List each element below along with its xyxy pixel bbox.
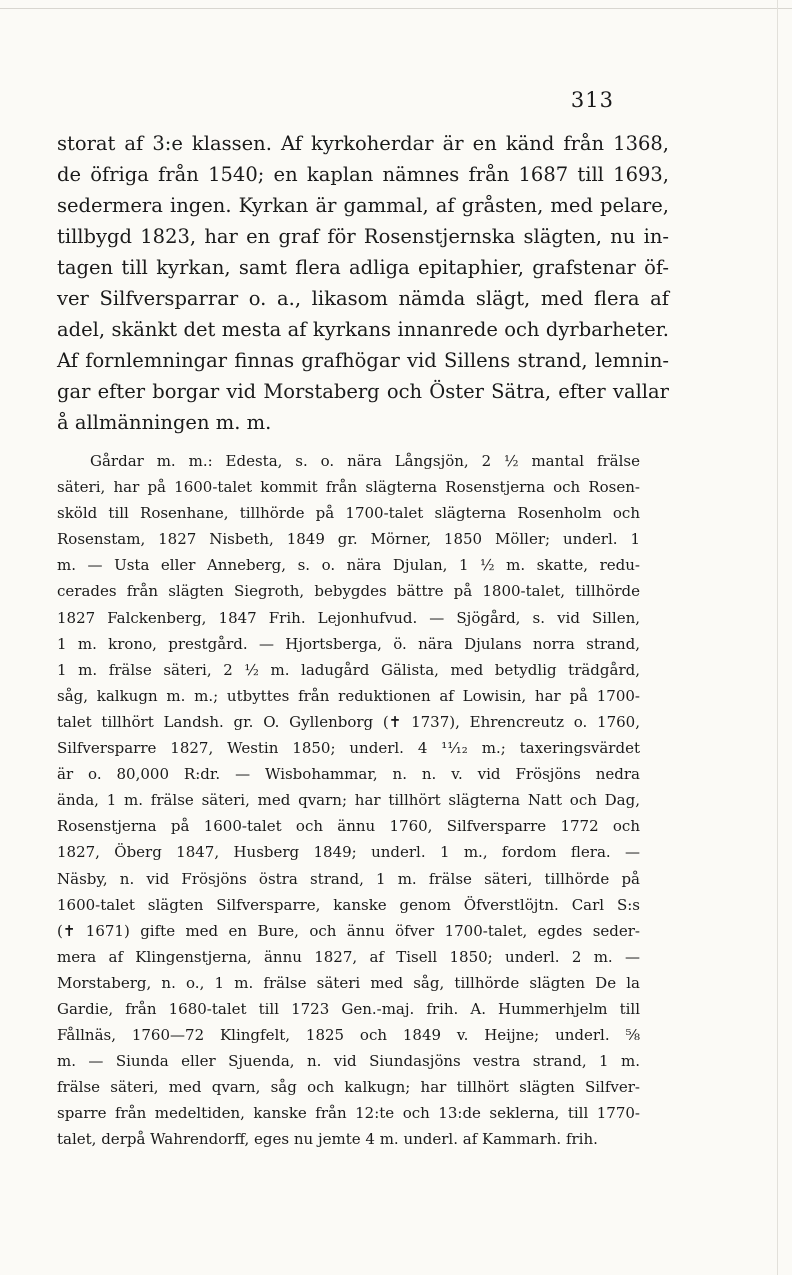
main-text-line: gar efter borgar vid Morstaberg och Öster Sätra, efter vallar [57, 380, 669, 403]
scan-right-edge [777, 0, 778, 1275]
estates-text-line: 1827, Öberg 1847, Husberg 1849; underl. 1 m., fordom flera. — [57, 843, 640, 862]
estates-text-line: säteri, har på 1600-talet kommit från slägterna Rosenstjerna och Rosen- [57, 478, 640, 497]
main-paragraph [57, 128, 669, 438]
estates-text-line: Näsby, n. vid Frösjöns östra strand, 1 m. frälse säteri, tillhörde på [57, 869, 640, 888]
estates-paragraph [57, 448, 640, 1153]
main-text-line: tillbygd 1823, har en graf för Rosenstjernska slägten, nu in- [57, 225, 669, 248]
estates-text-line: talet, derpå Wahrendorff, eges nu jemte 4 m. underl. af Kammarh. frih. [57, 1130, 598, 1149]
estates-text-line: sparre från medeltiden, kanske från 12:te och 13:de seklerna, till 1770- [57, 1104, 640, 1123]
estates-text-line: är o. 80,000 R:dr. — Wisbohammar, n. n. v. vid Frösjöns nedra [57, 765, 640, 784]
main-text-line: ver Silfversparrar o. a., likasom nämda slägt, med flera af [57, 287, 669, 310]
main-text-line: å allmänningen m. m. [57, 411, 272, 434]
main-text-line: storat af 3:e klassen. Af kyrkoherdar är en känd från 1368, [57, 132, 669, 155]
estates-text-line: Silfversparre 1827, Westin 1850; underl. 4 ¹¹⁄₁₂ m.; taxeringsvärdet [57, 739, 640, 758]
estates-text-line: 1827 Falckenberg, 1847 Frih. Lejonhufvud. — Sjögård, s. vid Sillen, [57, 608, 640, 627]
estates-text-line: ända, 1 m. frälse säteri, med qvarn; har tillhört slägterna Natt och Dag, [57, 791, 640, 810]
estates-text-line: talet tillhört Landsh. gr. O. Gyllenborg (✝ 1737), Ehrencreutz o. 1760, [57, 712, 640, 731]
page-number: 313 [570, 88, 614, 112]
estates-text-line: m. — Usta eller Anneberg, s. o. nära Djulan, 1 ½ m. skatte, redu- [57, 556, 640, 575]
main-text-line: sedermera ingen. Kyrkan är gammal, af gråsten, med pelare, [57, 194, 669, 217]
estates-text-line: såg, kalkugn m. m.; utbyttes från reduktionen af Lowisin, har på 1700- [57, 686, 640, 705]
estates-text-line: frälse säteri, med qvarn, såg och kalkugn; har tillhört slägten Silfver- [57, 1078, 640, 1097]
estates-text-line: m. — Siunda eller Sjuenda, n. vid Siundasjöns vestra strand, 1 m. [57, 1052, 640, 1071]
estates-text-line: Morstaberg, n. o., 1 m. frälse säteri med såg, tillhörde slägten De la [57, 973, 640, 992]
estates-text-line: Fållnäs, 1760—72 Klingfelt, 1825 och 1849 v. Heijne; underl. ⅝ [57, 1026, 640, 1045]
scan-top-edge [0, 8, 792, 9]
main-text-line: de öfriga från 1540; en kaplan nämnes från 1687 till 1693, [57, 163, 669, 186]
main-text-line: adel, skänkt det mesta af kyrkans innanrede och dyrbarheter. [57, 318, 669, 341]
main-text-line: Af fornlemningar finnas grafhögar vid Sillens strand, lemnin- [57, 349, 669, 372]
estates-text-line: 1 m. krono, prestgård. — Hjortsberga, ö. nära Djulans norra strand, [57, 634, 640, 653]
estates-text-line: Gårdar m. m.: Edesta, s. o. nära Långsjön, 2 ½ mantal frälse [90, 452, 640, 470]
estates-text-line: Rosenstam, 1827 Nisbeth, 1849 gr. Mörner, 1850 Möller; underl. 1 [57, 530, 640, 549]
estates-text-line: sköld till Rosenhane, tillhörde på 1700-talet slägterna Rosenholm och [57, 504, 640, 523]
estates-text-line: (✝ 1671) gifte med en Bure, och ännu öfver 1700-talet, egdes seder- [57, 921, 640, 940]
estates-text-line: Gardie, från 1680-talet till 1723 Gen.-maj. frih. A. Hummerhjelm till [57, 999, 640, 1018]
estates-text-line: 1600-talet slägten Silfversparre, kanske genom Öfverstlöjtn. Carl S:s [57, 895, 640, 914]
main-text-line: tagen till kyrkan, samt flera adliga epitaphier, grafstenar öf- [57, 256, 669, 279]
estates-text-line: Rosenstjerna på 1600-talet och ännu 1760, Silfversparre 1772 och [57, 817, 640, 836]
estates-text-line: cerades från slägten Siegroth, bebygdes bättre på 1800-talet, tillhörde [57, 582, 640, 601]
estates-text-line: mera af Klingenstjerna, ännu 1827, af Tisell 1850; underl. 2 m. — [57, 947, 640, 966]
estates-text-line: 1 m. frälse säteri, 2 ½ m. ladugård Gälista, med betydlig trädgård, [57, 660, 640, 679]
